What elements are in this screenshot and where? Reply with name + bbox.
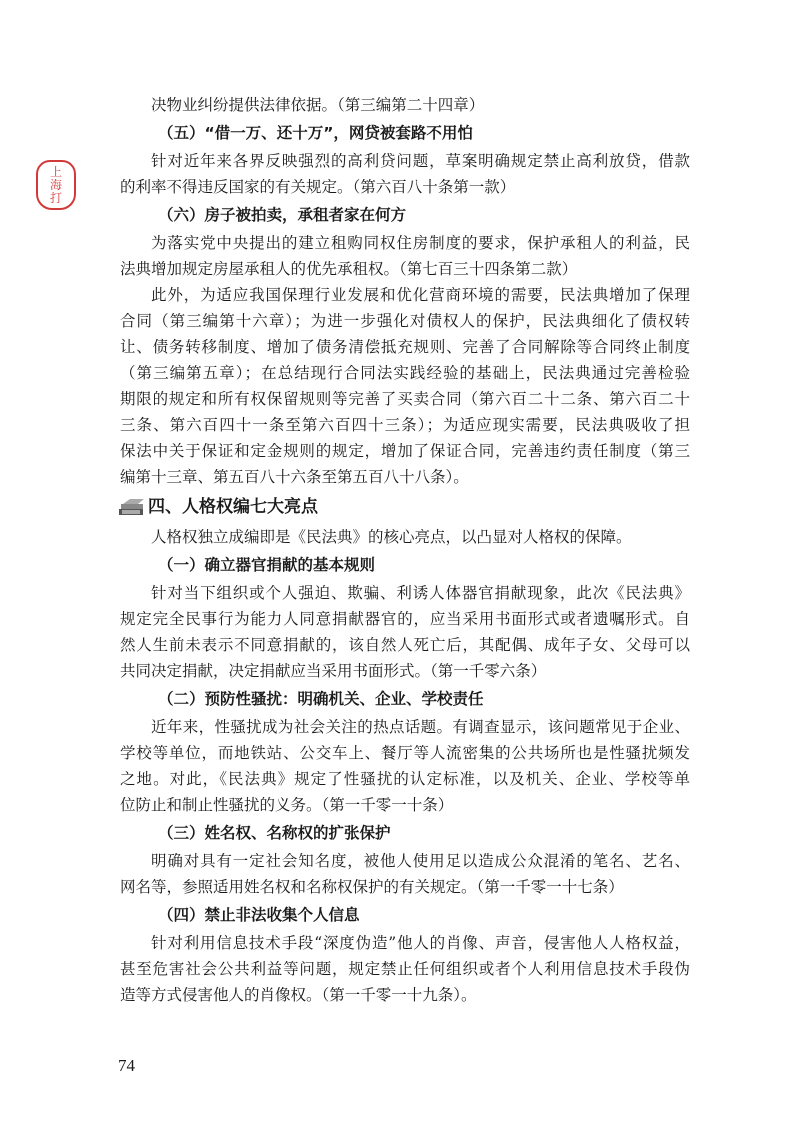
paragraph-line: 人格权独立成编即是《民法典》的核心亮点，以凸显对人格权的保障。 xyxy=(151,528,632,546)
paragraph-line: 保法中关于保证和定金规则的规定，增加了保证合同，完善违约责任制度（第三 xyxy=(120,442,690,460)
paragraph-line: 决物业纠纷提供法律依据。（第三编第二十四章） xyxy=(151,96,485,114)
document-body xyxy=(120,92,690,1008)
subsection-heading: （一）确立器官捐献的基本规则 xyxy=(158,556,376,574)
paragraph xyxy=(120,930,690,1008)
paragraph-line: 的利率不得违反国家的有关规定。（第六百八十条第一款） xyxy=(120,178,516,196)
paragraph-line: 网名等，参照适用姓名权和名称权保护的有关规定。（第一千零一十七条） xyxy=(120,878,624,896)
subsection-heading: （二）预防性骚扰：明确机关、企业、学校责任 xyxy=(158,690,484,708)
section-heading-text: 四、人格权编七大亮点 xyxy=(148,497,318,517)
seal-char: 上 xyxy=(49,164,62,179)
paragraph xyxy=(120,580,690,684)
paragraph-line: 三条、第六百四十一条至第六百四十三条）；为适应现实需要，民法典吸收了担 xyxy=(120,416,690,434)
publisher-seal-logo xyxy=(36,160,76,210)
paragraph-line: 之地。对此，《民法典》规定了性骚扰的认定标准，以及机关、企业、学校等单 xyxy=(120,770,690,788)
paragraph-line: 针对利用信息技术手段“深度伪造”他人的肖像、声音，侵害他人人格权益， xyxy=(151,934,690,952)
paragraph-line: 共同决定捐献，决定捐献应当采用书面形式。（第一千零六条） xyxy=(120,662,547,680)
seal-char: 打 xyxy=(49,190,62,205)
paragraph-line: 编第十三章、第五百八十六条至第五百八十八条）。 xyxy=(120,468,469,486)
paragraph-line: 造等方式侵害他人的肖像权。（第一千零一十九条）。 xyxy=(120,986,477,1004)
paragraph-line: 规定完全民事行为能力人同意捐献器官的，应当采用书面形式或者遗嘱形式。自 xyxy=(120,610,690,628)
paragraph-line: 合同（第三编第十六章）；为进一步强化对债权人的保护，民法典细化了债权转 xyxy=(120,312,690,330)
paragraph-line: 明确对具有一定社会知名度，被他人使用足以造成公众混淆的笔名、艺名、 xyxy=(151,852,690,870)
paragraph xyxy=(120,148,690,200)
paragraph-line: 位防止和制止性骚扰的义务。（第一千零一十条） xyxy=(120,796,454,814)
paragraph xyxy=(120,92,690,118)
paragraph-line: 学校等单位，而地铁站、公交车上、餐厅等人流密集的公共场所也是性骚扰频发 xyxy=(120,744,690,762)
subsection-heading: （六）房子被拍卖，承租者家在何方 xyxy=(158,206,407,224)
subsection-heading: （四）禁止非法收集个人信息 xyxy=(158,906,360,924)
page-number: 74 xyxy=(118,1056,135,1075)
paragraph-line: （第三编第五章）；在总结现行合同法实践经验的基础上，民法典通过完善检验 xyxy=(120,364,690,382)
paragraph-line: 为落实党中央提出的建立租购同权住房制度的要求，保护承租人的利益，民 xyxy=(151,234,690,252)
paragraph-line: 针对当下组织或个人强迫、欺骗、利诱人体器官捐献现象，此次《民法典》 xyxy=(151,584,690,602)
paragraph xyxy=(120,230,690,282)
paragraph-line: 近年来，性骚扰成为社会关注的热点话题。有调查显示，该问题常见于企业、 xyxy=(151,718,690,736)
paragraph-line: 针对近年来各界反映强烈的高利贷问题，草案明确规定禁止高利放贷，借款 xyxy=(151,152,690,170)
book-stack-icon xyxy=(118,497,146,517)
paragraph-line: 此外，为适应我国保理行业发展和优化营商环境的需要，民法典增加了保理 xyxy=(151,286,690,304)
paragraph-line: 法典增加规定房屋承租人的优先承租权。（第七百三十四条第二款） xyxy=(120,260,578,278)
paragraph xyxy=(120,714,690,818)
subsection-heading: （三）姓名权、名称权的扩张保护 xyxy=(158,824,391,842)
paragraph-line: 甚至危害社会公共利益等问题，规定禁止任何组织或者个人利用信息技术手段伪 xyxy=(120,960,690,978)
paragraph-line: 然人生前未表示不同意捐献的，该自然人死亡后，其配偶、成年子女、父母可以 xyxy=(120,636,690,654)
section-heading xyxy=(118,490,690,524)
paragraph xyxy=(120,848,690,900)
paragraph xyxy=(120,282,690,490)
paragraph-line: 期限的规定和所有权保留规则等完善了买卖合同（第六百二十二条、第六百二十 xyxy=(120,390,690,408)
paragraph-line: 让、债务转移制度、增加了债务清偿抵充规则、完善了合同解除等合同终止制度 xyxy=(120,338,690,356)
seal-char: 海 xyxy=(49,177,62,192)
paragraph xyxy=(120,524,690,550)
subsection-heading: （五）“借一万、还十万”，网贷被套路不用怕 xyxy=(158,124,473,142)
